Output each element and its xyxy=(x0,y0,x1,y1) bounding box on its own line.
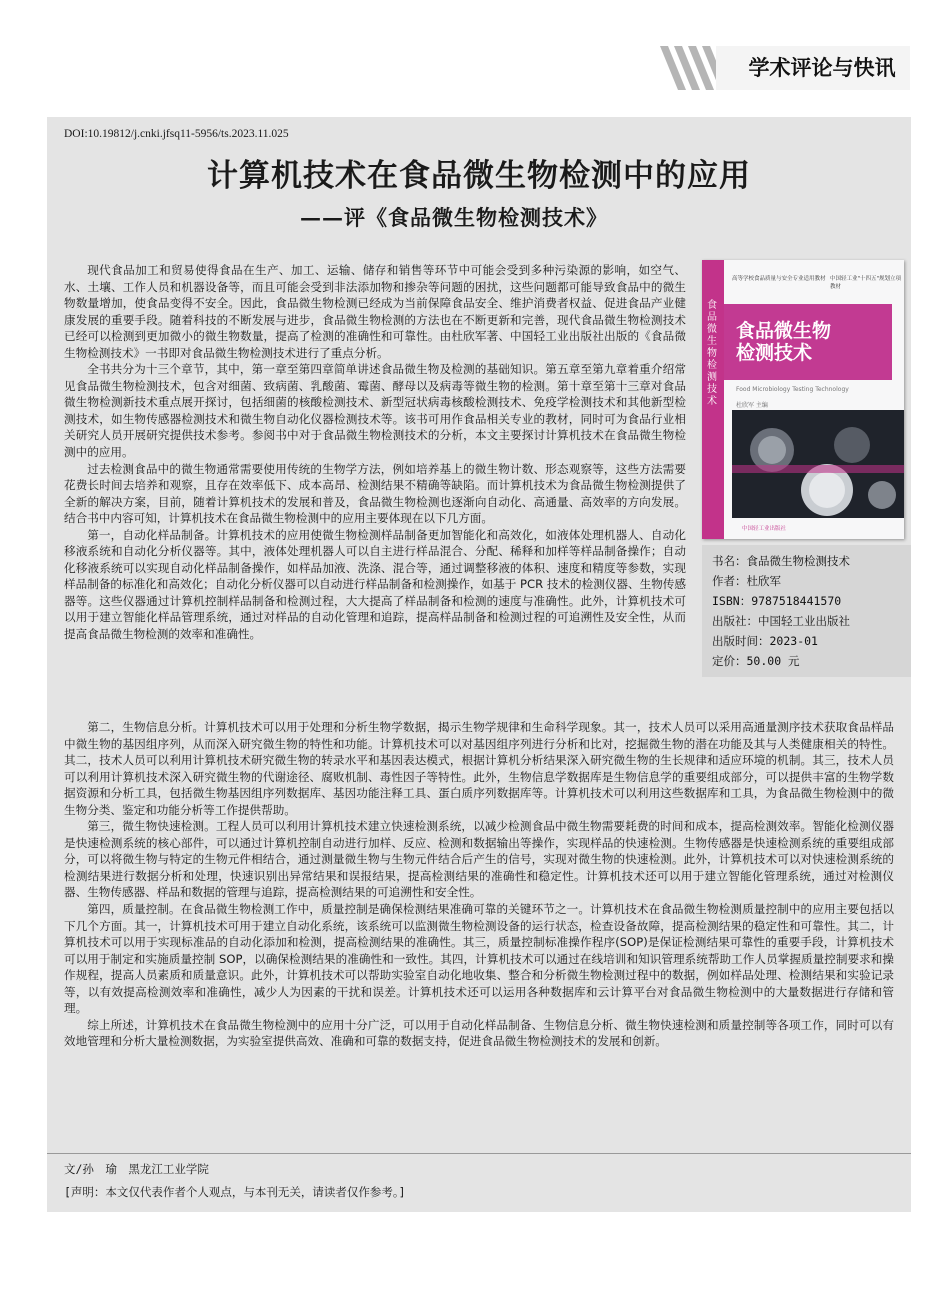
doi: DOI:10.19812/j.cnki.jfsq11-5956/ts.2023.11.025 xyxy=(64,128,289,140)
info-title: 书名：食品微生物检测技术 xyxy=(712,554,850,568)
info-isbn: ISBN：9787518441570 xyxy=(712,594,842,608)
article-subtitle: ——评《食品微生物检测技术》 xyxy=(300,205,608,230)
info-date: 出版时间：2023-01 xyxy=(712,634,818,648)
paragraph: 第二，生物信息分析。计算机技术可以用于处理和分析生物学数据，揭示生物学规律和生命科学现象。其一，技术人员可以采用高通量测序技术获取食品样品中微生物的基因组序列，从而深入研究微生物的特性和功能。计算机技术可以对基因组序列进行分析和比对，挖掘微生物的潜在功能及其与人类健康相关的特性。其二，技术人员可以利用计算机技术研究微生物的转录水平和基因表达模式，根据计算机分析结果深入研究微生物的生长规律和适应环境的机制。其三，技术人员可以利用计算机技术深入研究微生物的代谢途径、腐败机制、毒性因子等特性。此外，生物信息学数据库是生物信息学的重要组成部分，可以提供丰富的生物学数据资源和分析工具，包括微生物基因组序列数据库、基因功能注释工具、蛋白质序列数据库等。计算机技术可以利用这些数据库和工具，为食品微生物检测中的微生物分类、鉴定和功能分析等工作提供帮助。 xyxy=(64,720,894,817)
paragraph: 综上所述，计算机技术在食品微生物检测中的应用十分广泛，可以用于自动化样品制备、生物信息分析、微生物快速检测和质量控制等各项工作，同时可以有效地管理和分析大量检测数据，为实验室提供高效、准确和可靠的数据支持，促进食品微生物检测技术的发展和创新。 xyxy=(64,1017,894,1049)
cover-plan-label: 中国轻工业"十四五"规划立项教材 xyxy=(830,276,902,290)
disclaimer: [声明：本文仅代表作者个人观点，与本刊无关，请读者仅作参考。] xyxy=(64,1185,406,1199)
paragraph: 过去检测食品中的微生物通常需要使用传统的生物学方法，例如培养基上的微生物计数、形态观察等，这些方法需要花费长时间去培养和观察，且存在效率低下、成本高昂、检测结果不精确等缺陷。而计算机技术为食品微生物检测提供了全新的解决方案，目前，随着计算机技术的发展和普及，食品微生物检测也逐渐向自动化、高通量、高效率的方向发展。结合书中内容可知，计算机技术在食品微生物检测中的应用主要体现在以下几方面。 xyxy=(64,461,686,526)
paragraph: 全书共分为十三个章节，其中，第一章至第四章简单讲述食品微生物及检测的基础知识。第五章至第九章着重介绍常见食品微生物检测技术，包含对细菌、致病菌、乳酸菌、霉菌、酵母以及病毒等微生物的检测。第十章至第十三章对食品微生物检测新技术重点展开探讨，包括细菌的核酸检测技术、新型冠状病毒核酸检测技术、免疫学检测技术和其他新型检测技术，如生物传感器检测技术和微生物自动化仪器检测技术等。该书可用作食品相关专业的教材，同时可为食品行业相关研究人员开展研究提供技术参考。参阅书中对于食品微生物检测技术的分析，本文主要探讨计算机技术在食品微生物检测中的应用。 xyxy=(64,362,686,460)
author-line: 文/孙 瑜 黑龙江工业学院 xyxy=(64,1162,209,1176)
section-label: 学术评论与快讯 xyxy=(748,56,896,80)
cover-author: 杜欣军 主编 xyxy=(736,402,768,409)
cover-microbe-image xyxy=(732,410,904,518)
spine-text: 食品微生物检测技术 xyxy=(707,300,717,407)
cover-title xyxy=(736,320,831,364)
cover-title-line1: 食品微生物 xyxy=(736,320,832,342)
paragraph: 第四，质量控制。在食品微生物检测工作中，质量控制是确保检测结果准确可靠的关键环节之一。计算机技术在食品微生物检测质量控制中的应用主要包括以下几个方面。其一，计算机技术可用于建立自动化系统，该系统可以监测微生物检测设备的运行状态，检查设备故障，提高检测结果的稳定性和可靠性。其二，计算机技术可以用于实现标准品的自动化添加和检测，提高检测结果的准确性。其三，质量控制标准操作程序(SOP)是保证检测结果可靠性的重要手段，计算机技术可以用于制定和实施质量控制 SOP，以确保检测结果的准确性和一致性。其四，计算机技术可以通过在线培训和知识管理系统帮助工作人员掌握质量控制要求和操作规程，提高人员素质和质量意识。此外，计算机技术可以帮助实验室自动化地收集、整合和分析微生物检测过程中的数据，例如样品处理、检测结果和实验记录等，以有效提高检测效率和准确性，减少人为因素的干扰和误差。计算机技术还可以运用各种数据库和云计算平台对食品微生物检测中的大量数据进行存储和管理。 xyxy=(64,902,894,1016)
paragraph: 第三，微生物快速检测。工程人员可以利用计算机技术建立快速检测系统，以减少检测食品中微生物需要耗费的时间和成本，提高检测效率。智能化检测仪器是快速检测系统的核心部件，可以通过计算机控制自动进行加样、反应、检测和数据输出等操作，实现样品的快速检测。生物传感器是快速检测系统的重要组成部分，可以将微生物与特定的生物元件相结合，通过测量微生物与生物元件结合后产生的信号，实现对微生物的快速检测。此外，计算机技术可以对快速检测系统的检测结果进行数据分析和处理，快速识别出异常结果和误报结果，提高检测结果的准确性和稳定性。计算机技术还可以用于建立智能化管理系统，通过对检测仪器、生物传感器、样品和数据的管理与追踪，提高检测结果的可追溯性和安全性。 xyxy=(64,819,894,900)
info-price: 定价：50.00 元 xyxy=(712,654,800,668)
article-body-bottom xyxy=(64,719,894,1050)
footer-divider xyxy=(47,1153,911,1154)
paragraph: 现代食品加工和贸易使得食品在生产、加工、运输、储存和销售等环节中可能会受到多种污染源的影响，如空气、水、土壤、工作人员和机器设备等，而且可能会受到非法添加物和掺杂等问题的困扰，这些问题都可能导致食品中的微生物数量增加，使食品变得不安全。因此，食品微生物检测已经成为当前保障食品安全、维护消费者权益、促进食品产业健康发展的重要手段。随着科技的不断发展与进步，食品微生物检测的方法也在不断更新和完善，现代食品微生物检测技术已经可以检测到更加微小的微生物数量，提高了检测的准确性和可靠性。由杜欣军著、中国轻工业出版社出版的《食品微生物检测技术》一书即对食品微生物检测技术进行了重点分析。 xyxy=(64,263,686,360)
paragraph: 第一，自动化样品制备。计算机技术的应用使微生物检测样品制备更加智能化和高效化，如液体处理机器人、自动化移液系统和自动化分析仪器等。其中，液体处理机器人可以自主进行样品混合、分配、稀释和加样等样品制备操作；自动化移液系统可以实现自动化样品制备操作，如样品加液、洗涤、混合等，通过调整移液的体积、速度和精度等参数，实现样品制备的标准化和高效化；自动化分析仪器可以自动进行样品制备和检测操作，如基于 PCR 技术的检测仪器、生物传感器等。这些仪器通过计算机控制样品制备和检测过程，大大提高了样品制备和检测的速度与准确性。此外，计算机技术可以用于建立智能化样品管理系统，通过对样品的自动化管理和追踪，提高样品制备和检测过程的可追溯性及安全性，从而提高食品微生物检测的效率和准确性。 xyxy=(64,527,686,642)
article-body-top xyxy=(64,262,686,643)
cover-english-title: Food Microbiology Testing Technology xyxy=(736,386,849,393)
info-publisher: 出版社：中国轻工业出版社 xyxy=(712,614,850,628)
cover-series-label: 高等学校食品质量与安全专业适用教材 xyxy=(732,276,826,282)
article-title: 计算机技术在食品微生物检测中的应用 xyxy=(207,158,751,194)
book-info-box xyxy=(702,545,911,677)
cover-title-line2: 检测技术 xyxy=(736,342,813,364)
info-author: 作者：杜欣军 xyxy=(712,574,781,588)
book-cover xyxy=(702,260,904,539)
book-spine xyxy=(702,260,724,539)
cover-publisher: 中国轻工业出版社 xyxy=(742,526,787,532)
